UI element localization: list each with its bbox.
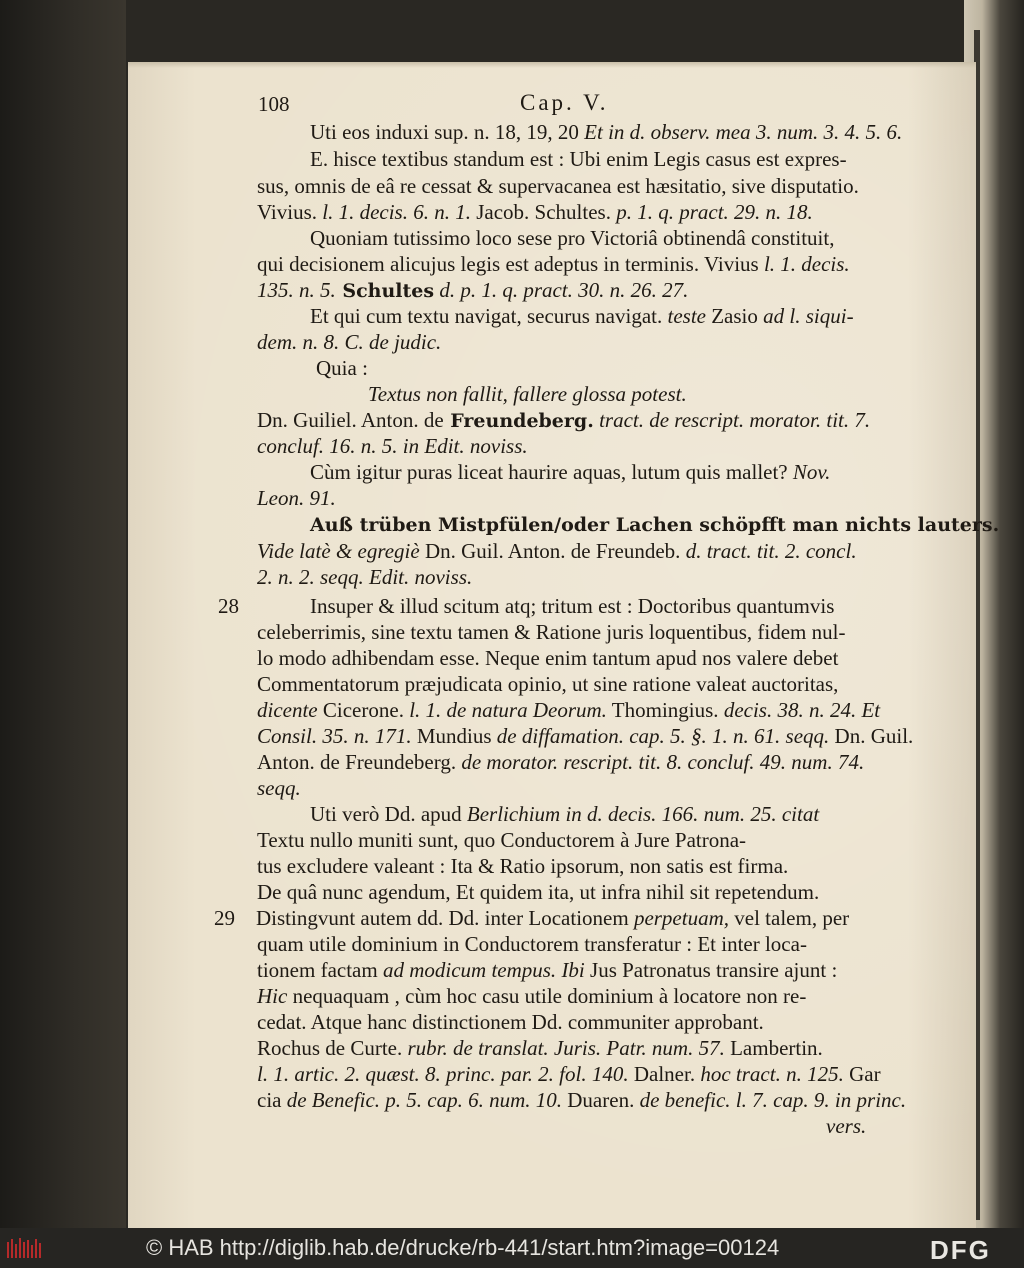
text-run: Anton. de Freundeberg. (257, 750, 457, 774)
text-run: Et in d. observ. mea 3. num. 3. 4. 5. 6. (578, 120, 903, 144)
text-line: Insuper & illud scitum atq; tritum est : Doctoribus quantumvis (310, 594, 835, 618)
text-run: teste (662, 304, 706, 328)
text-line: sus, omnis de eâ re cessat & supervacanea est hæsitatio, sive disputatio. (257, 174, 859, 198)
text-run: vel talem, per (729, 906, 850, 930)
text-line: Auß trüben Mistpfülen/oder Lachen schöpfft man nichts lauters. (310, 514, 1000, 536)
page-number: 108 (258, 92, 290, 116)
text-run: Thomingius. (606, 698, 719, 722)
text-run: Zasio (705, 304, 758, 328)
text-line: 2. n. 2. seqq. Edit. noviss. (257, 565, 473, 589)
text-line: De quâ nunc agendum, Et quidem ita, ut infra nihil sit repetendum. (257, 880, 820, 904)
text-line (256, 906, 849, 930)
text-line: seqq. (257, 776, 301, 800)
text-run: decis. 38. n. 24. Et (718, 698, 881, 722)
text-run: Rochus de Curte. (257, 1036, 403, 1060)
text-run: dicente (257, 698, 318, 722)
text-run: qui decisionem alicujus legis est adeptus in terminis. Vivius (257, 252, 759, 276)
text-run: tionem factam (257, 958, 378, 982)
text-line: Commentatorum præjudicata opinio, ut sine ratione valeat auctoritas, (257, 672, 839, 696)
text-run: Et qui cum textu navigat, securus navigat. (310, 304, 663, 328)
text-line (257, 984, 806, 1008)
text-line: celeberrimis, sine textu tamen & Ratione juris loquentibus, fidem nul- (257, 620, 846, 644)
text-run: Dn. Guiliel. Anton. de (257, 408, 444, 432)
text-run: de Benefic. p. 5. cap. 6. num. 10. (281, 1088, 563, 1112)
text-line (257, 1088, 906, 1112)
text-run: 135. n. 5. (257, 278, 336, 302)
text-run: Cùm igitur puras liceat haurire aquas, lutum quis mallet? (310, 460, 788, 484)
text-run: d. tract. tit. 2. concl. (680, 539, 857, 563)
text-run: p. 1. q. pract. 29. n. 18. (610, 200, 813, 224)
text-line (257, 750, 864, 774)
margin-number-29: 29 (214, 906, 235, 930)
page-top-shadow (128, 62, 976, 68)
text-line: Leon. 91. (257, 486, 336, 510)
text-run: Vide latè & egregiè (257, 539, 420, 563)
scan-left-edge (0, 0, 126, 1228)
text-line (257, 1062, 881, 1086)
text-line (257, 408, 870, 433)
book-page (128, 62, 1000, 1228)
text-line: Quia : (316, 356, 368, 380)
hab-logo-icon (6, 1236, 42, 1262)
text-run: Cicerone. (317, 698, 404, 722)
text-run: l. 1. decis. 6. n. 1. (317, 200, 471, 224)
text-line (257, 724, 913, 748)
running-title: Cap. V. (520, 90, 609, 115)
text-line: E. hisce textibus standum est : Ubi enim Legis casus est expres- (310, 147, 847, 171)
text-line: cedat. Atque hanc distinctionem Dd. communiter approbant. (257, 1010, 764, 1034)
text-run: Consil. 35. n. 171. (257, 724, 412, 748)
text-run: Uti eos induxi sup. n. 18, 19, 20 (310, 120, 579, 144)
text-run: Freundeberg. (443, 410, 594, 432)
text-run: Distingvunt autem dd. Dd. inter Locationem (256, 906, 629, 930)
text-run: nequaquam , cùm hoc casu utile dominium à locatore non re- (287, 984, 807, 1008)
footer-bar (0, 1228, 1024, 1268)
text-run: hoc tract. n. 125. (695, 1062, 844, 1086)
margin-number-28: 28 (218, 594, 239, 618)
text-line (257, 539, 857, 563)
text-run: Schultes (335, 280, 435, 302)
text-line: Quoniam tutissimo loco sese pro Victoriâ obtinendâ constituit, (310, 226, 835, 250)
text-run: de benefic. l. 7. cap. 9. in princ. (634, 1088, 907, 1112)
text-line: lo modo adhibendam esse. Neque enim tantum apud nos valere debet (257, 646, 839, 670)
text-run: rubr. de translat. Juris. Patr. num. 57. (402, 1036, 725, 1060)
dfg-logo: DFG (930, 1235, 991, 1265)
text-run: Dn. Guil. Anton. de Freundeb. (419, 539, 681, 563)
text-run: cia (257, 1088, 282, 1112)
text-run: Mundius (411, 724, 492, 748)
text-run: Jus Patronatus transire ajunt : (584, 958, 838, 982)
text-line (257, 252, 850, 276)
text-line: quam utile dominium in Conductorem transferatur : Et inter loca- (257, 932, 807, 956)
text-run: Gar (843, 1062, 881, 1086)
text-line: vers. (826, 1114, 867, 1138)
page-text (128, 62, 1000, 1228)
text-run: de morator. rescript. tit. 8. concluf. 49. num. 74. (456, 750, 865, 774)
text-run: Jacob. Schultes. (470, 200, 611, 224)
text-run: Dn. Guil. (829, 724, 914, 748)
text-line: tus excludere valeant : Ita & Ratio ipsorum, non satis est firma. (257, 854, 789, 878)
text-run: Hic (257, 984, 288, 1008)
text-run: Berlichium in d. decis. 166. num. 25. citat (461, 802, 820, 826)
text-run: Nov. (787, 460, 831, 484)
text-run: Duaren. (562, 1088, 635, 1112)
text-line (310, 120, 902, 144)
text-line (310, 304, 854, 328)
text-run: Vivius. (257, 200, 317, 224)
text-run: ad modicum tempus. (377, 958, 557, 982)
text-run: Ibi (556, 958, 585, 982)
text-run: Uti verò Dd. apud (310, 802, 462, 826)
text-line: concluf. 16. n. 5. in Edit. noviss. (257, 434, 528, 458)
text-run: l. 1. decis. (758, 252, 850, 276)
text-run: d. p. 1. q. pract. 30. n. 26. 27. (434, 278, 689, 302)
text-line: Textus non fallit, fallere glossa potest. (368, 382, 687, 406)
text-line (257, 698, 880, 722)
text-run: de diffamation. cap. 5. §. 1. n. 61. seqq. (491, 724, 830, 748)
text-line (257, 278, 688, 303)
text-line (257, 958, 837, 982)
text-run: ad l. siqui- (757, 304, 854, 328)
text-run: l. 1. de natura Deorum. (403, 698, 607, 722)
text-line (310, 460, 830, 484)
text-line (257, 1036, 823, 1060)
text-line (257, 200, 813, 224)
text-line: dem. n. 8. C. de judic. (257, 330, 442, 354)
copyright-link[interactable]: © HAB http://diglib.hab.de/drucke/rb-441/start.htm?image=00124 (146, 1235, 780, 1260)
text-line: Textu nullo muniti sunt, quo Conductorem à Jure Patrona- (257, 828, 747, 852)
text-run: l. 1. artic. 2. quæst. 8. princ. par. 2. fol. 140. (257, 1062, 629, 1086)
text-line (310, 802, 819, 826)
text-run: perpetuam, (628, 906, 730, 930)
text-run: Lambertin. (724, 1036, 823, 1060)
text-run: tract. de rescript. morator. tit. 7. (593, 408, 871, 432)
text-run: Dalner. (628, 1062, 696, 1086)
